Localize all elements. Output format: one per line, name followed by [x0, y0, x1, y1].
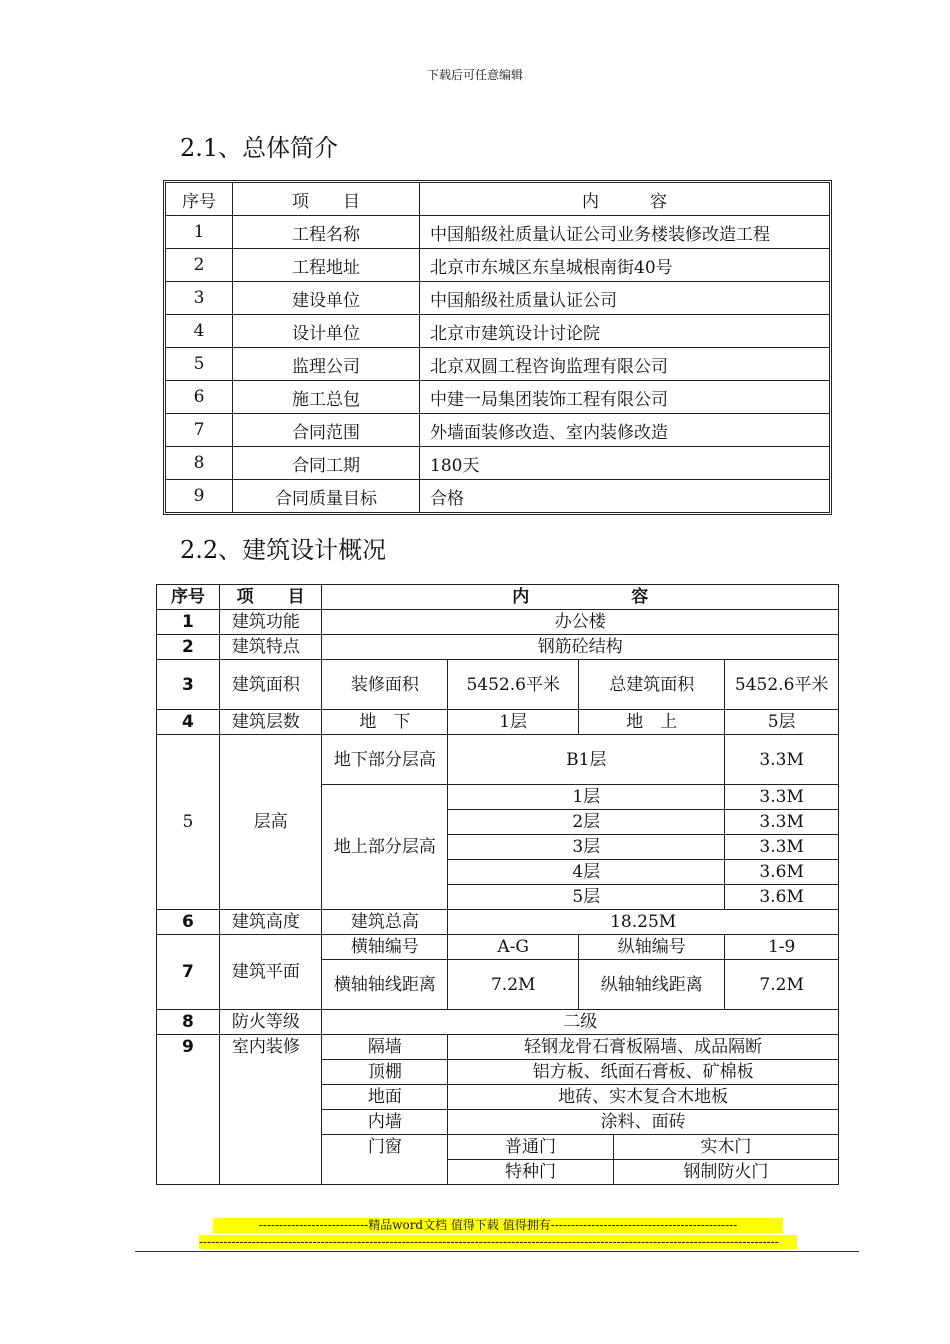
- cell: 特种门: [448, 1160, 613, 1185]
- table-row: [157, 610, 839, 635]
- cell: 门窗: [322, 1135, 448, 1185]
- row-no: 7: [157, 935, 220, 1010]
- row-no: 3: [166, 282, 233, 315]
- row-item: 设计单位: [233, 315, 420, 348]
- row-item: 建筑面积: [219, 660, 322, 710]
- cell: 5452.6平米: [448, 660, 579, 710]
- table-row: [166, 282, 830, 315]
- header-item: 项 目: [233, 183, 420, 216]
- header-no: 序号: [166, 183, 233, 216]
- table-row: [166, 249, 830, 282]
- row-value: 办公楼: [322, 610, 839, 635]
- row-item: 层高: [219, 735, 322, 910]
- row-content: 合格: [420, 480, 830, 513]
- row-content: 中建一局集团装饰工程有限公司: [420, 381, 830, 414]
- row-no: 8: [166, 447, 233, 480]
- row-no: 8: [157, 1010, 220, 1035]
- cell: 内墙: [322, 1110, 448, 1135]
- row-item: 合同范围: [233, 414, 420, 447]
- cell: 横轴编号: [322, 935, 448, 960]
- cell: 地砖、实木复合木地板: [448, 1085, 839, 1110]
- cell: 4层: [448, 860, 725, 885]
- row-content: 中国船级社质量认证公司业务楼装修改造工程: [420, 216, 830, 249]
- cell: 总建筑面积: [579, 660, 725, 710]
- table-row: [166, 381, 830, 414]
- row-item: 室内装修: [219, 1035, 322, 1185]
- cell: 5层: [725, 710, 839, 735]
- row-no: 9: [166, 480, 233, 513]
- row-no: 2: [157, 635, 220, 660]
- section-title-design: 2.2、建筑设计概况: [180, 536, 387, 564]
- header-item: 项 目: [219, 585, 322, 610]
- cell: 装修面积: [322, 660, 448, 710]
- cell: 隔墙: [322, 1035, 448, 1060]
- cell: 7.2M: [725, 960, 839, 1010]
- cell: 7.2M: [448, 960, 579, 1010]
- row-no: 1: [157, 610, 220, 635]
- table-row: [166, 480, 830, 513]
- cell: 涂料、面砖: [448, 1110, 839, 1135]
- row-item: 工程地址: [233, 249, 420, 282]
- page-header: 下载后可任意编辑: [426, 68, 523, 82]
- cell: 横轴轴线距离: [322, 960, 448, 1010]
- table-header-row: [157, 585, 839, 610]
- header-no: 序号: [157, 585, 220, 610]
- cell: 顶棚: [322, 1060, 448, 1085]
- row-item: 建筑平面: [219, 935, 322, 1010]
- cell: 轻钢龙骨石膏板隔墙、成品隔断: [448, 1035, 839, 1060]
- cell: 地 上: [579, 710, 725, 735]
- row-item: 合同质量目标: [233, 480, 420, 513]
- row-item: 合同工期: [233, 447, 420, 480]
- cell: 18.25M: [448, 910, 839, 935]
- cell: 钢制防火门: [613, 1160, 838, 1185]
- cell: 3.3M: [725, 835, 839, 860]
- cell: 地下部分层高: [322, 735, 448, 785]
- table-row: [166, 414, 830, 447]
- row-item: 建设单位: [233, 282, 420, 315]
- cell: 纵轴轴线距离: [579, 960, 725, 1010]
- table-row: [157, 935, 839, 960]
- cell: 3层: [448, 835, 725, 860]
- cell: 普通门: [448, 1135, 613, 1160]
- cell: 实木门: [613, 1135, 838, 1160]
- cell: 3.6M: [725, 885, 839, 910]
- cell: 1-9: [725, 935, 839, 960]
- footer-banner: ---------------------------精品word文档 值得下载 值得拥有----------------------------------------------: [213, 1218, 783, 1233]
- row-value: 二级: [322, 1010, 839, 1035]
- cell: 铝方板、纸面石膏板、矿棉板: [448, 1060, 839, 1085]
- table-row: [157, 1035, 839, 1060]
- table-row: [157, 735, 839, 785]
- footer-dashes: -----------------------------------------------------------------------------------------------------------------------------------------------: [199, 1235, 797, 1249]
- cell: 1层: [448, 710, 579, 735]
- row-content: 中国船级社质量认证公司: [420, 282, 830, 315]
- row-no: 6: [157, 910, 220, 935]
- cell: B1层: [448, 735, 725, 785]
- cell: 3.3M: [725, 735, 839, 785]
- row-item: 建筑层数: [219, 710, 322, 735]
- row-content: 180天: [420, 447, 830, 480]
- table-row: [166, 216, 830, 249]
- row-item: 监理公司: [233, 348, 420, 381]
- section-title-overview: 2.1、总体简介: [180, 134, 339, 162]
- row-content: 北京市建筑设计讨论院: [420, 315, 830, 348]
- cell: 1层: [448, 785, 725, 810]
- cell: 地上部分层高: [322, 785, 448, 910]
- row-no: 5: [157, 735, 220, 910]
- row-item: 施工总包: [233, 381, 420, 414]
- row-no: 4: [157, 710, 220, 735]
- table-row: [166, 447, 830, 480]
- row-item: 建筑特点: [219, 635, 322, 660]
- table-row: [157, 910, 839, 935]
- row-no: 7: [166, 414, 233, 447]
- header-content: 内 容: [420, 183, 830, 216]
- row-item: 建筑高度: [219, 910, 322, 935]
- cell: 3.3M: [725, 785, 839, 810]
- table-row: [166, 348, 830, 381]
- design-table: [156, 584, 839, 1185]
- row-no: 3: [157, 660, 220, 710]
- row-item: 防火等级: [219, 1010, 322, 1035]
- row-no: 4: [166, 315, 233, 348]
- row-no: 1: [166, 216, 233, 249]
- cell: 5层: [448, 885, 725, 910]
- row-no: 2: [166, 249, 233, 282]
- table-row: [157, 635, 839, 660]
- cell: 5452.6平米: [725, 660, 839, 710]
- overview-table: [165, 182, 830, 513]
- row-value: 钢筋砼结构: [322, 635, 839, 660]
- cell: 2层: [448, 810, 725, 835]
- row-content: 北京双圆工程咨询监理有限公司: [420, 348, 830, 381]
- row-item: 工程名称: [233, 216, 420, 249]
- cell: 纵轴编号: [579, 935, 725, 960]
- cell: 地面: [322, 1085, 448, 1110]
- table-row: [157, 660, 839, 710]
- cell: 3.3M: [725, 810, 839, 835]
- cell: A-G: [448, 935, 579, 960]
- row-item: 建筑功能: [219, 610, 322, 635]
- row-no: 6: [166, 381, 233, 414]
- row-no: 5: [166, 348, 233, 381]
- row-no: 9: [157, 1035, 220, 1185]
- cell: 3.6M: [725, 860, 839, 885]
- cell: 建筑总高: [322, 910, 448, 935]
- row-content: 北京市东城区东皇城根南街40号: [420, 249, 830, 282]
- row-content: 外墙面装修改造、室内装修改造: [420, 414, 830, 447]
- header-content: 内 容: [322, 585, 839, 610]
- footer-rule: [135, 1251, 859, 1252]
- table-header-row: [166, 183, 830, 216]
- table-row: [166, 315, 830, 348]
- table-row: [157, 710, 839, 735]
- table-row: [157, 1010, 839, 1035]
- cell: 地 下: [322, 710, 448, 735]
